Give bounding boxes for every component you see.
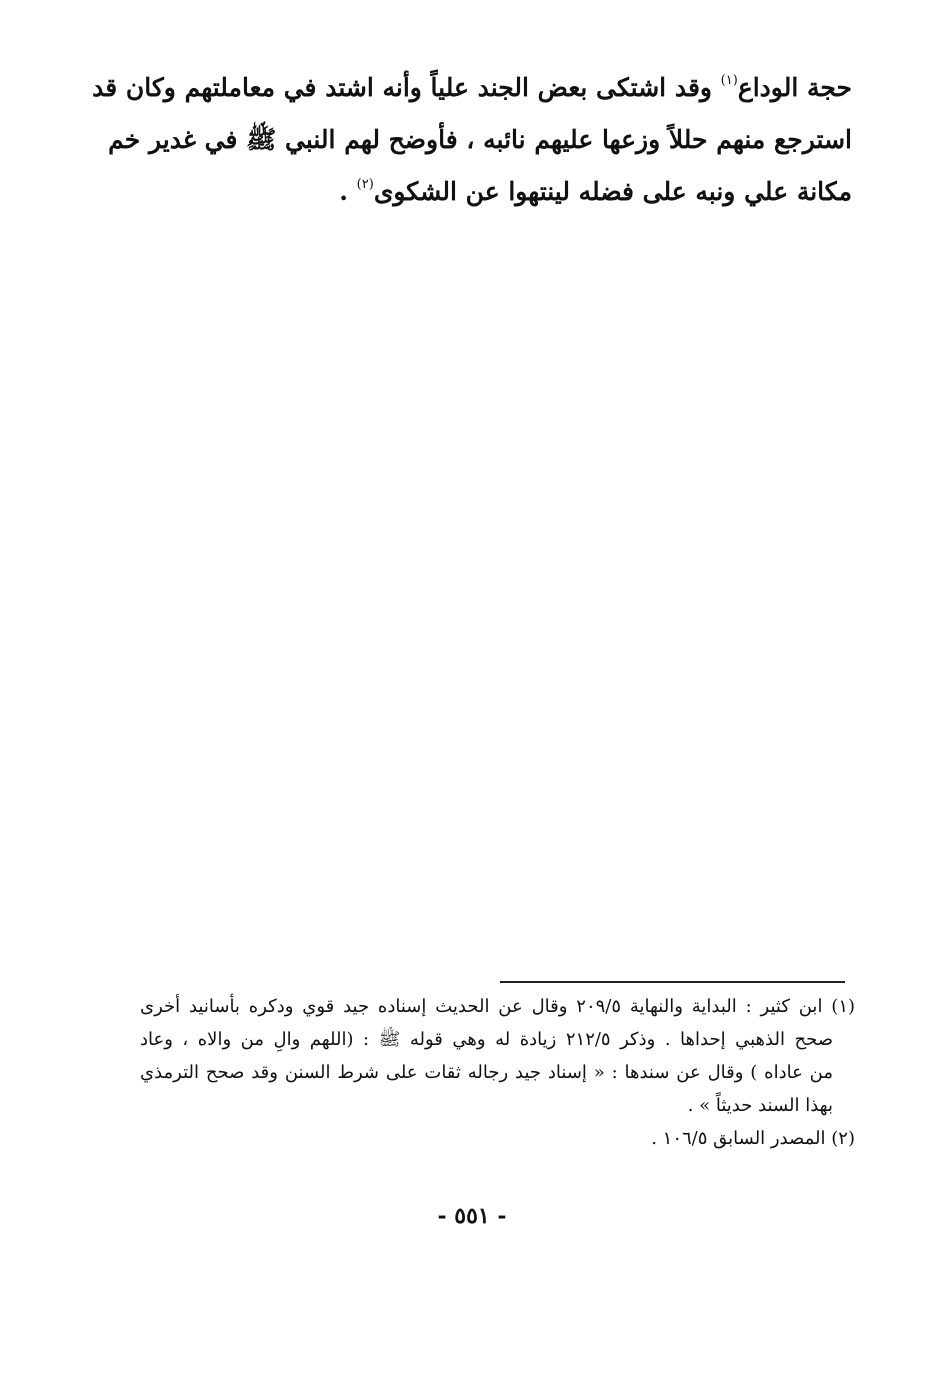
page-number: - ٥٥١ - (437, 1203, 507, 1229)
footnote-separator (500, 981, 845, 983)
footnote-2-line-1: (٢) المصدر السابق ١٠٦/٥ . (651, 1128, 855, 1149)
paragraph-line-2: استرجع منهم حللاً وزعها عليهم نائبه ، فأوضح لهم النبي ﷺ في غدير خم (108, 125, 852, 154)
paragraph-line-1 (92, 62, 852, 114)
footnote-reference-2[interactable]: (٢) (356, 177, 374, 192)
footnote-1-line-1: (١) ابن كثير : البداية والنهاية ٢٠٩/٥ وقال عن الحديث إسناده جيد قوي ودكره بأسانيد أخرى (140, 996, 856, 1017)
footnote-2 (140, 1122, 855, 1155)
footnotes-section (140, 990, 855, 1155)
text-fragment: حجة الوداع (737, 73, 852, 102)
text-fragment: . (339, 177, 357, 206)
main-paragraph (92, 62, 852, 218)
footnote-1-line-3: من عاداه ) وقال عن سندها : « إسناد جيد رجاله ثقات على شرط السنن وقد صحح الترمذي (140, 1062, 833, 1083)
text-fragment: وقد اشتكى بعض الجند علياً وأنه اشتد في معاملتهم وكان قد (92, 73, 721, 102)
text-fragment: مكانة علي ونبه على فضله لينتهوا عن الشكوى (373, 177, 852, 206)
footnote-reference-1[interactable]: (١) (720, 73, 738, 88)
paragraph-line-3 (140, 166, 852, 218)
footnote-1-line-2: صحح الذهبي إحداها . وذكر ٢١٢/٥ زيادة له وهي قوله ﷺ : (اللهم والِ من والاه ، وعاد (140, 1029, 834, 1050)
footnote-1-line-4: بهذا السند حديثاً » . (687, 1095, 833, 1116)
footnote-1 (140, 990, 855, 1122)
